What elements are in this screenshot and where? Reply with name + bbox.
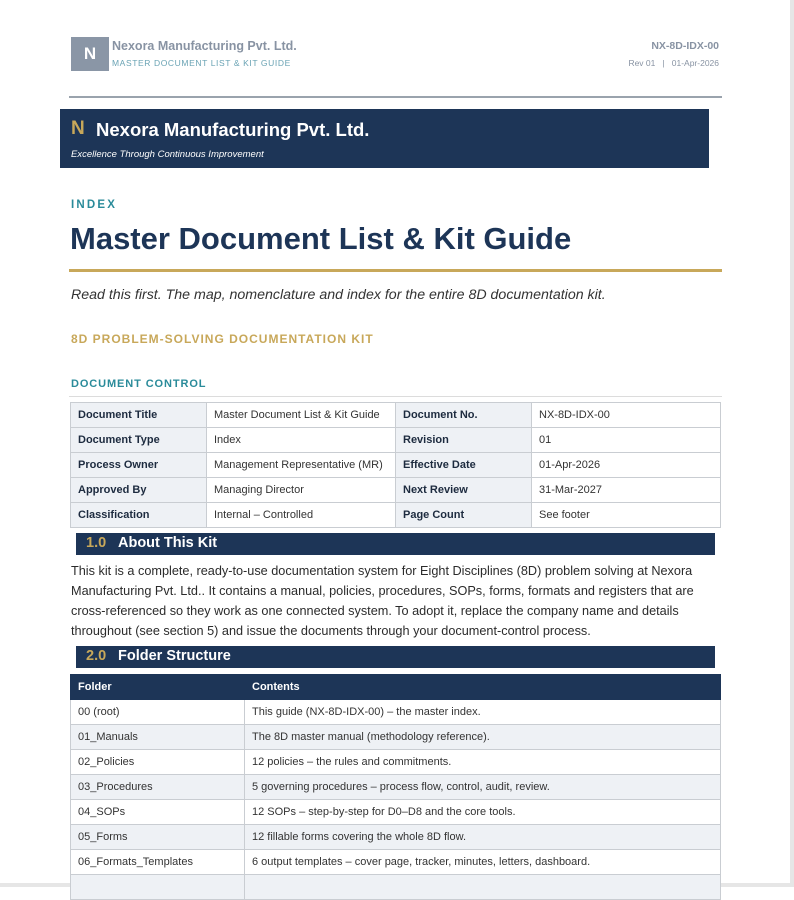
dc-key: Next Review <box>396 478 532 503</box>
folder-contents: The 8D master manual (methodology reference). <box>245 725 721 750</box>
section-title: Folder Structure <box>118 648 231 664</box>
dc-key: Classification <box>71 503 207 528</box>
header-subtitle: MASTER DOCUMENT LIST & KIT GUIDE <box>112 58 291 68</box>
folder-name: 00 (root) <box>71 700 245 725</box>
dc-key: Document Title <box>71 403 207 428</box>
folder-contents <box>245 875 721 900</box>
company-logo <box>71 37 109 71</box>
dc-key: Page Count <box>396 503 532 528</box>
dc-key: Document No. <box>396 403 532 428</box>
document-control-table <box>70 402 721 528</box>
page-header <box>71 37 719 71</box>
dc-key: Process Owner <box>71 453 207 478</box>
folder-contents: 12 fillable forms covering the whole 8D flow. <box>245 825 721 850</box>
table-row <box>71 875 721 900</box>
dc-value: 01-Apr-2026 <box>532 453 721 478</box>
table-row <box>71 850 721 875</box>
document-type-kicker: INDEX <box>71 199 118 211</box>
dc-key: Effective Date <box>396 453 532 478</box>
dc-value: Managing Director <box>207 478 396 503</box>
folder-name: 06_Formats_Templates <box>71 850 245 875</box>
header-revision: Rev 01 | 01-Apr-2026 <box>628 58 719 68</box>
banner-logo-letter: N <box>71 118 85 139</box>
table-row <box>71 725 721 750</box>
section-title: About This Kit <box>118 535 218 551</box>
dc-value: Index <box>207 428 396 453</box>
table-row <box>71 800 721 825</box>
dc-key: Revision <box>396 428 532 453</box>
folder-name: 04_SOPs <box>71 800 245 825</box>
dc-value: NX-8D-IDX-00 <box>532 403 721 428</box>
table-row <box>71 478 721 503</box>
banner-tagline: Excellence Through Continuous Improvement <box>71 149 264 160</box>
folder-structure-table <box>70 674 721 900</box>
folder-name: 03_Procedures <box>71 775 245 800</box>
folder-name: 02_Policies <box>71 750 245 775</box>
header-company-name: Nexora Manufacturing Pvt. Ltd. <box>112 39 297 53</box>
lead-text: Read this first. The map, nomenclature and index for the entire 8D documentation kit. <box>71 287 606 303</box>
dc-value: 31-Mar-2027 <box>532 478 721 503</box>
table-row <box>71 700 721 725</box>
folder-contents: This guide (NX-8D-IDX-00) – the master index. <box>245 700 721 725</box>
table-row <box>71 750 721 775</box>
folder-contents: 12 policies – the rules and commitments. <box>245 750 721 775</box>
folder-name: 05_Forms <box>71 825 245 850</box>
logo-letter: N <box>83 44 97 63</box>
dc-value: Internal – Controlled <box>207 503 396 528</box>
dc-value: 01 <box>532 428 721 453</box>
table-row <box>71 503 721 528</box>
section-number: 2.0 <box>86 648 107 664</box>
table-header-row <box>71 675 721 700</box>
folder-contents: 12 SOPs – step-by-step for D0–D8 and the core tools. <box>245 800 721 825</box>
table-row <box>71 825 721 850</box>
kit-label: 8D PROBLEM-SOLVING DOCUMENTATION KIT <box>71 332 374 346</box>
dc-key: Document Type <box>71 428 207 453</box>
folder-contents: 6 output templates – cover page, tracker, minutes, letters, dashboard. <box>245 850 721 875</box>
dc-value: Master Document List & Kit Guide <box>207 403 396 428</box>
dc-value: See footer <box>532 503 721 528</box>
table-row <box>71 403 721 428</box>
title-divider <box>69 269 722 272</box>
page-title: Master Document List & Kit Guide <box>70 221 572 256</box>
folder-name <box>71 875 245 900</box>
about-paragraph: This kit is a complete, ready-to-use documentation system for Eight Disciplines (8D) problem solving at Nexora Manufacturing Pvt. Ltd.. It contains a manual, policies, procedures, SOPs, forms, formats and registers that are cross-referenced so they work as one connected system. To adopt it, replace the company name and details throughout (see section 5) and issue the documents through your document-control process. <box>71 564 694 638</box>
company-banner <box>60 109 709 168</box>
header-doc-number: NX-8D-IDX-00 <box>651 40 719 52</box>
dc-value: Management Representative (MR) <box>207 453 396 478</box>
header-divider <box>69 96 722 98</box>
document-control-divider <box>69 396 722 397</box>
folder-name: 01_Manuals <box>71 725 245 750</box>
document-control-heading: DOCUMENT CONTROL <box>71 378 207 390</box>
column-header-contents: Contents <box>245 675 721 700</box>
table-row <box>71 428 721 453</box>
section-number: 1.0 <box>86 535 107 551</box>
table-row <box>71 775 721 800</box>
section-heading-folders <box>76 646 715 668</box>
banner-company-name: Nexora Manufacturing Pvt. Ltd. <box>96 119 370 140</box>
page-edge-right <box>790 0 794 887</box>
dc-key: Approved By <box>71 478 207 503</box>
section-heading-about <box>76 533 715 555</box>
folder-contents: 5 governing procedures – process flow, control, audit, review. <box>245 775 721 800</box>
table-row <box>71 453 721 478</box>
column-header-folder: Folder <box>71 675 245 700</box>
